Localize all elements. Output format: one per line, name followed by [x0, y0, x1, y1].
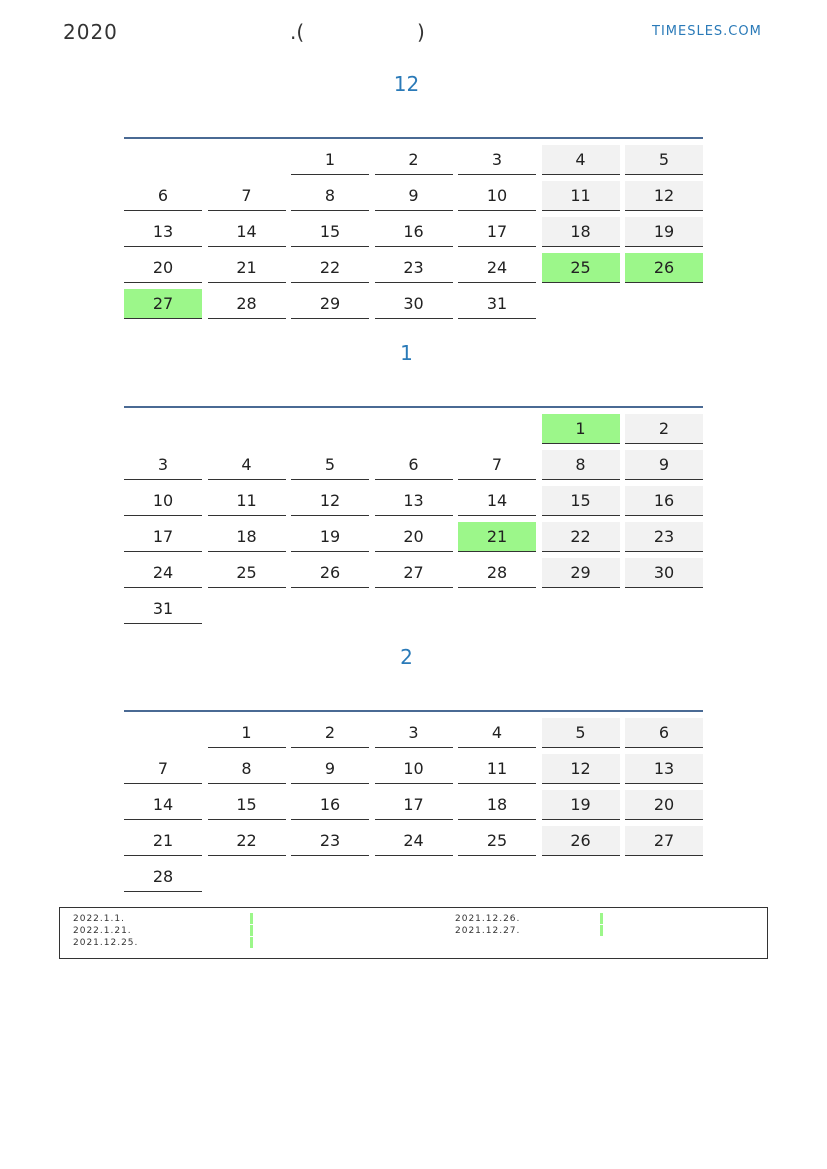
day-cell: 14 [208, 217, 286, 247]
day-cell: 25 [458, 826, 536, 856]
holiday-marker [600, 925, 603, 936]
day-cell: 12 [625, 181, 703, 211]
legend-date: 2021.12.27. [455, 926, 521, 936]
day-cell: 17 [458, 217, 536, 247]
day-cell: 15 [208, 790, 286, 820]
holiday-legend [59, 907, 768, 959]
day-cell: 23 [625, 522, 703, 552]
month-title: 2 [400, 645, 413, 669]
day-cell: 5 [542, 718, 620, 748]
day-cell: 27 [124, 289, 202, 319]
day-cell: 7 [458, 450, 536, 480]
day-cell: 5 [291, 450, 369, 480]
day-cell: 2 [375, 145, 453, 175]
legend-date: 2022.1.21. [73, 926, 132, 936]
day-cell: 20 [375, 522, 453, 552]
day-cell: 10 [375, 754, 453, 784]
day-cell: 18 [458, 790, 536, 820]
day-cell: 27 [625, 826, 703, 856]
calendar-grid [124, 406, 703, 630]
day-cell: 28 [208, 289, 286, 319]
day-cell: 24 [375, 826, 453, 856]
day-cell: 10 [458, 181, 536, 211]
day-cell: 14 [124, 790, 202, 820]
site-link[interactable]: TIMESLES.COM [652, 24, 762, 39]
day-cell: 22 [542, 522, 620, 552]
day-cell: 8 [542, 450, 620, 480]
day-cell: 4 [458, 718, 536, 748]
day-cell: 3 [124, 450, 202, 480]
day-cell: 1 [291, 145, 369, 175]
day-cell: 31 [458, 289, 536, 319]
day-cell: 4 [208, 450, 286, 480]
day-cell: 23 [375, 253, 453, 283]
day-cell: 15 [291, 217, 369, 247]
holiday-marker [250, 937, 253, 948]
day-cell: 16 [291, 790, 369, 820]
day-cell: 7 [124, 754, 202, 784]
day-cell: 2 [625, 414, 703, 444]
day-cell: 19 [542, 790, 620, 820]
legend-item [73, 913, 273, 925]
day-cell: 2 [291, 718, 369, 748]
day-cell: 9 [291, 754, 369, 784]
day-cell: 17 [375, 790, 453, 820]
day-cell: 6 [124, 181, 202, 211]
legend-item [455, 925, 655, 937]
day-cell: 19 [625, 217, 703, 247]
day-cell: 20 [124, 253, 202, 283]
day-cell: 13 [625, 754, 703, 784]
holiday-marker [250, 913, 253, 924]
day-cell: 8 [208, 754, 286, 784]
day-cell: 27 [375, 558, 453, 588]
day-cell: 7 [208, 181, 286, 211]
day-cell: 5 [625, 145, 703, 175]
day-cell: 24 [124, 558, 202, 588]
header-paren-close: ) [417, 20, 425, 44]
header-paren-open: .( [290, 20, 305, 44]
day-cell: 12 [291, 486, 369, 516]
day-cell: 9 [375, 181, 453, 211]
day-cell: 28 [458, 558, 536, 588]
day-cell: 21 [124, 826, 202, 856]
day-cell: 14 [458, 486, 536, 516]
day-cell: 18 [208, 522, 286, 552]
header-year: 2020 [63, 20, 118, 44]
day-cell: 26 [542, 826, 620, 856]
day-cell: 13 [375, 486, 453, 516]
day-cell: 21 [208, 253, 286, 283]
day-cell: 13 [124, 217, 202, 247]
day-cell: 17 [124, 522, 202, 552]
calendar-grid [124, 710, 703, 898]
holiday-marker [250, 925, 253, 936]
holiday-marker [600, 913, 603, 924]
legend-date: 2022.1.1. [73, 914, 125, 924]
day-cell: 26 [625, 253, 703, 283]
day-cell: 9 [625, 450, 703, 480]
day-cell: 20 [625, 790, 703, 820]
day-cell: 6 [375, 450, 453, 480]
legend-item [455, 913, 655, 925]
day-cell: 4 [542, 145, 620, 175]
month-title: 1 [400, 341, 413, 365]
day-cell: 19 [291, 522, 369, 552]
day-cell: 29 [291, 289, 369, 319]
legend-column-right [455, 913, 655, 937]
day-cell: 26 [291, 558, 369, 588]
month-title: 12 [393, 72, 420, 96]
day-cell: 30 [375, 289, 453, 319]
day-cell: 29 [542, 558, 620, 588]
legend-date: 2021.12.26. [455, 914, 521, 924]
day-cell: 24 [458, 253, 536, 283]
day-cell: 18 [542, 217, 620, 247]
day-cell: 16 [625, 486, 703, 516]
day-cell: 25 [208, 558, 286, 588]
legend-item [73, 925, 273, 937]
day-cell: 21 [458, 522, 536, 552]
legend-item [73, 937, 273, 949]
day-cell: 1 [542, 414, 620, 444]
day-cell: 25 [542, 253, 620, 283]
day-cell: 3 [458, 145, 536, 175]
legend-date: 2021.12.25. [73, 938, 139, 948]
day-cell: 10 [124, 486, 202, 516]
legend-column-left [73, 913, 273, 949]
day-cell: 31 [124, 594, 202, 624]
day-cell: 8 [291, 181, 369, 211]
day-cell: 22 [291, 253, 369, 283]
day-cell: 3 [375, 718, 453, 748]
day-cell: 30 [625, 558, 703, 588]
day-cell: 1 [208, 718, 286, 748]
day-cell: 11 [458, 754, 536, 784]
day-cell: 23 [291, 826, 369, 856]
day-cell: 11 [208, 486, 286, 516]
day-cell: 16 [375, 217, 453, 247]
day-cell: 12 [542, 754, 620, 784]
day-cell: 6 [625, 718, 703, 748]
day-cell: 22 [208, 826, 286, 856]
day-cell: 15 [542, 486, 620, 516]
calendar-grid [124, 137, 703, 325]
day-cell: 11 [542, 181, 620, 211]
day-cell: 28 [124, 862, 202, 892]
